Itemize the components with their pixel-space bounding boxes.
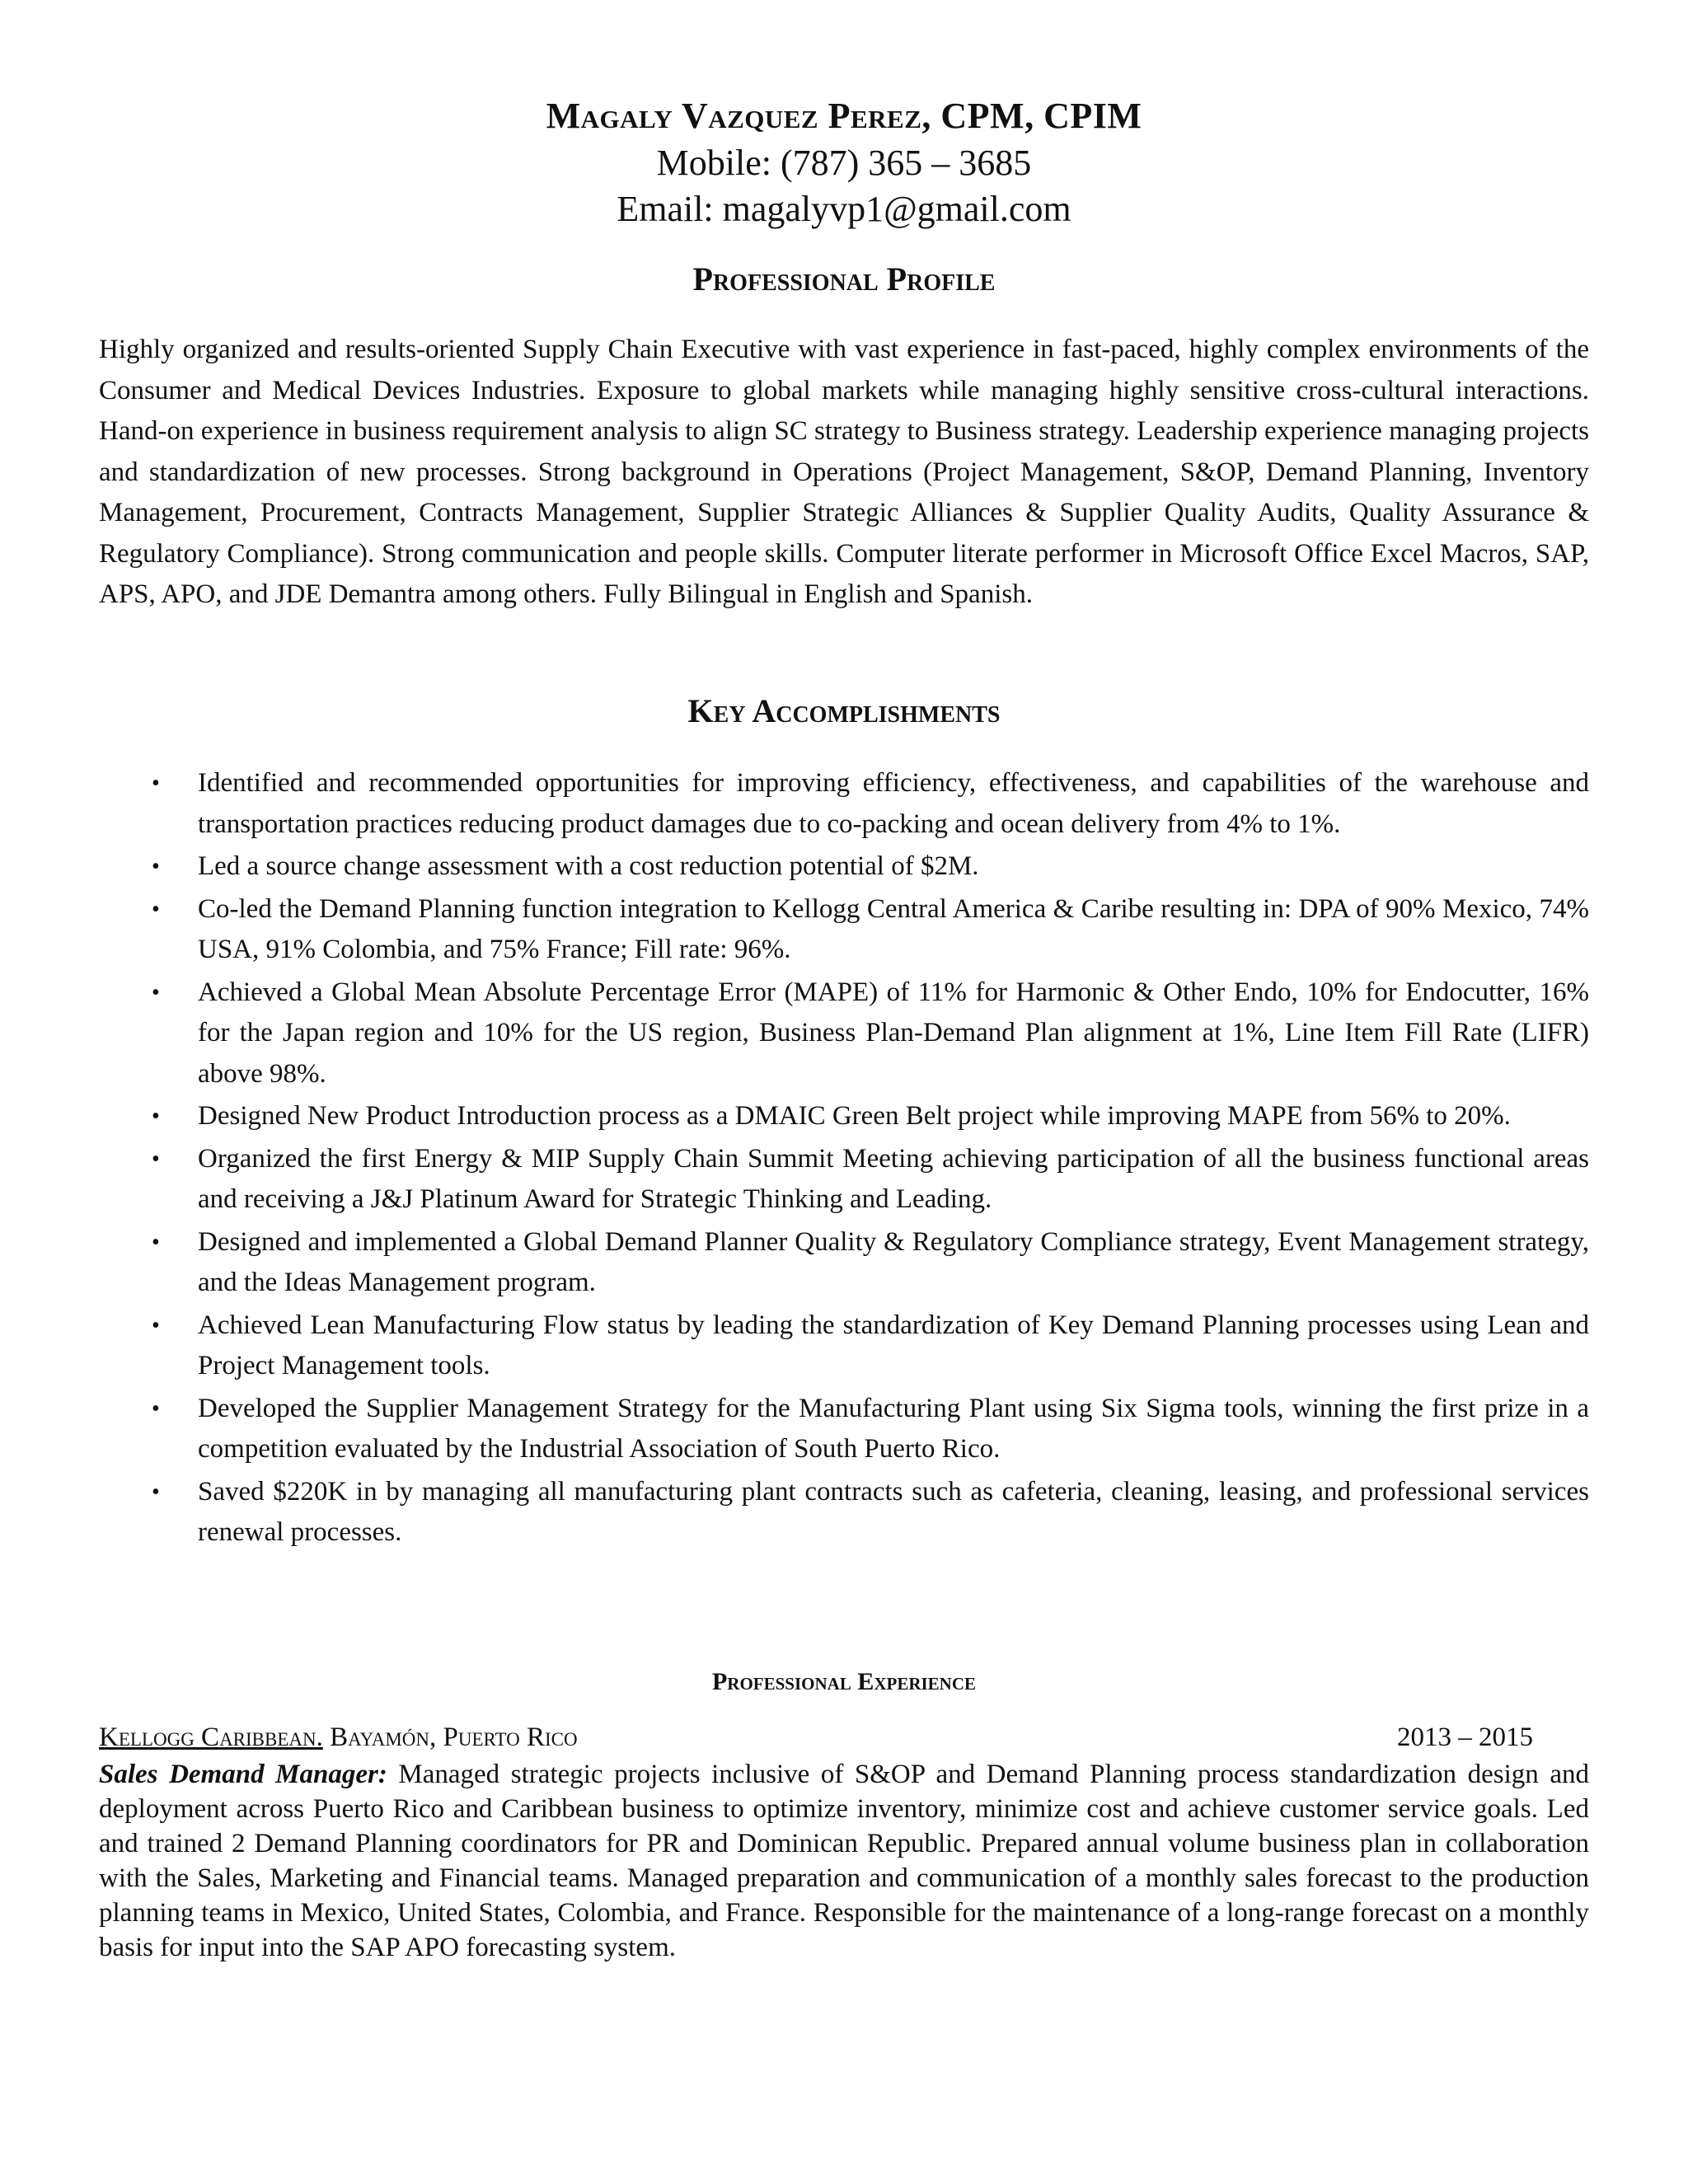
bullet-icon: • bbox=[152, 854, 160, 879]
resume-header bbox=[0, 92, 1688, 232]
list-item-text: Designed and implemented a Global Demand Planner Quality & Regulatory Compliance strategy, Event Management strategy, and the Ideas Management program. bbox=[198, 1226, 1589, 1297]
list-item bbox=[99, 1139, 1589, 1221]
candidate-name: Magaly Vazquez Perez, CPM, CPIM bbox=[546, 96, 1142, 136]
list-item-text: Developed the Supplier Management Strategy for the Manufacturing Plant using Six Sigma tools, winning the first prize in a competition evaluated by the Industrial Association of South Puerto Rico. bbox=[198, 1393, 1589, 1464]
list-item-text: Identified and recommended opportunities for improving efficiency, effectiveness, and capabilities of the warehouse and transportation practices reducing product damages due to co-packing and ocean delivery from 4% to 1%. bbox=[198, 768, 1589, 839]
list-item bbox=[99, 846, 1589, 888]
list-item bbox=[99, 1389, 1589, 1470]
bullet-icon: • bbox=[152, 1104, 160, 1129]
list-item-text: Achieved Lean Manufacturing Flow status by leading the standardization of Key Demand Planning processes using Lean and Project Management tools. bbox=[198, 1310, 1589, 1380]
list-item bbox=[99, 889, 1589, 971]
list-item bbox=[99, 1096, 1589, 1137]
job-location: Bayamón, Puerto Rico bbox=[322, 1722, 578, 1752]
list-item-text: Achieved a Global Mean Absolute Percentage Error (MAPE) of 11% for Harmonic & Other Endo, 10% for Endocutter, 16% for the Japan region and 10% for the US region, Business Plan-Demand Plan alignment at 1%, Line Item Fill Rate (LIFR) above 98%. bbox=[198, 977, 1589, 1089]
bullet-icon: • bbox=[152, 1146, 160, 1172]
mobile-line: Mobile: (787) 365 – 3685 bbox=[656, 143, 1032, 183]
list-item bbox=[99, 1222, 1589, 1304]
list-item-text: Organized the first Energy & MIP Supply Chain Summit Meeting achieving participation of all the business functional areas and receiving a J&J Platinum Award for Strategic Thinking and Leading. bbox=[198, 1143, 1589, 1214]
list-item-text: Led a source change assessment with a cost reduction potential of $2M. bbox=[198, 851, 979, 881]
experience-section-title: Professional Experience bbox=[711, 1668, 977, 1695]
list-item bbox=[99, 1305, 1589, 1387]
accomplishments-list bbox=[99, 763, 1589, 1555]
job-role: Sales Demand Manager: bbox=[99, 1760, 387, 1789]
job-description bbox=[99, 1757, 1589, 1965]
bullet-icon: • bbox=[152, 979, 160, 1005]
list-item bbox=[99, 972, 1589, 1095]
profile-text: Highly organized and results-oriented Supply Chain Executive with vast experience in fast-paced, highly complex environments of the Consumer and Medical Devices Industries. Exposure to global markets while managing highly sensitive cross-cultural interactions. Hand-on experience in business requirement analysis to align SC strategy to Business strategy. Leadership experience managing projects and standardization of new processes. Strong background in Operations (Project Management, S&OP, Demand Planning, Inventory Management, Procurement, Contracts Management, Supplier Strategic Alliances & Supplier Quality Audits, Quality Assurance & Regulatory Compliance). Strong communication and people skills. Computer literate performer in Microsoft Office Excel Macros, SAP, APS, APO, and JDE Demantra among others. Fully Bilingual in English and Spanish. bbox=[99, 335, 1589, 609]
list-item-text: Designed New Product Introduction process as a DMAIC Green Belt project while improving MAPE from 56% to 20%. bbox=[198, 1101, 1511, 1131]
list-item-text: Saved $220K in by managing all manufacturing plant contracts such as cafeteria, cleaning, leasing, and professional services renewal processes. bbox=[198, 1476, 1589, 1547]
accomplishments-section-title: Key Accomplishments bbox=[687, 692, 1001, 729]
bullet-icon: • bbox=[152, 771, 160, 796]
list-item bbox=[99, 1472, 1589, 1554]
bullet-icon: • bbox=[152, 1312, 160, 1338]
list-item-text: Co-led the Demand Planning function integration to Kellogg Central America & Caribe resulting in: DPA of 90% Mexico, 74% USA, 91% Colombia, and 75% France; Fill rate: 96%. bbox=[198, 893, 1589, 964]
company-name: Kellogg Caribbean. bbox=[99, 1722, 323, 1752]
job-header bbox=[99, 1719, 1533, 1755]
email-line: Email: magalyvp1@gmail.com bbox=[617, 189, 1071, 229]
list-item bbox=[99, 763, 1589, 845]
bullet-icon: • bbox=[152, 896, 160, 922]
job-dates: 2013 – 2015 bbox=[1397, 1722, 1533, 1752]
profile-section-title: Professional Profile bbox=[692, 260, 996, 298]
bullet-icon: • bbox=[152, 1395, 160, 1422]
job-description-text: Managed strategic projects inclusive of S&OP and Demand Planning process standardization design and deployment across Puerto Rico and Caribbean business to optimize inventory, minimize cost and achieve customer service goals. Led and trained 2 Demand Planning coordinators for PR and Dominican Republic. Prepared annual volume business plan in collaboration with the Sales, Marketing and Financial teams. Managed preparation and communication of a monthly sales forecast to the production planning teams in Mexico, United States, Colombia, and France. Responsible for the maintenance of a long-range forecast on a monthly basis for input into the SAP APO forecasting system. bbox=[99, 1760, 1590, 1962]
bullet-icon: • bbox=[152, 1229, 160, 1255]
bullet-icon: • bbox=[152, 1479, 160, 1505]
